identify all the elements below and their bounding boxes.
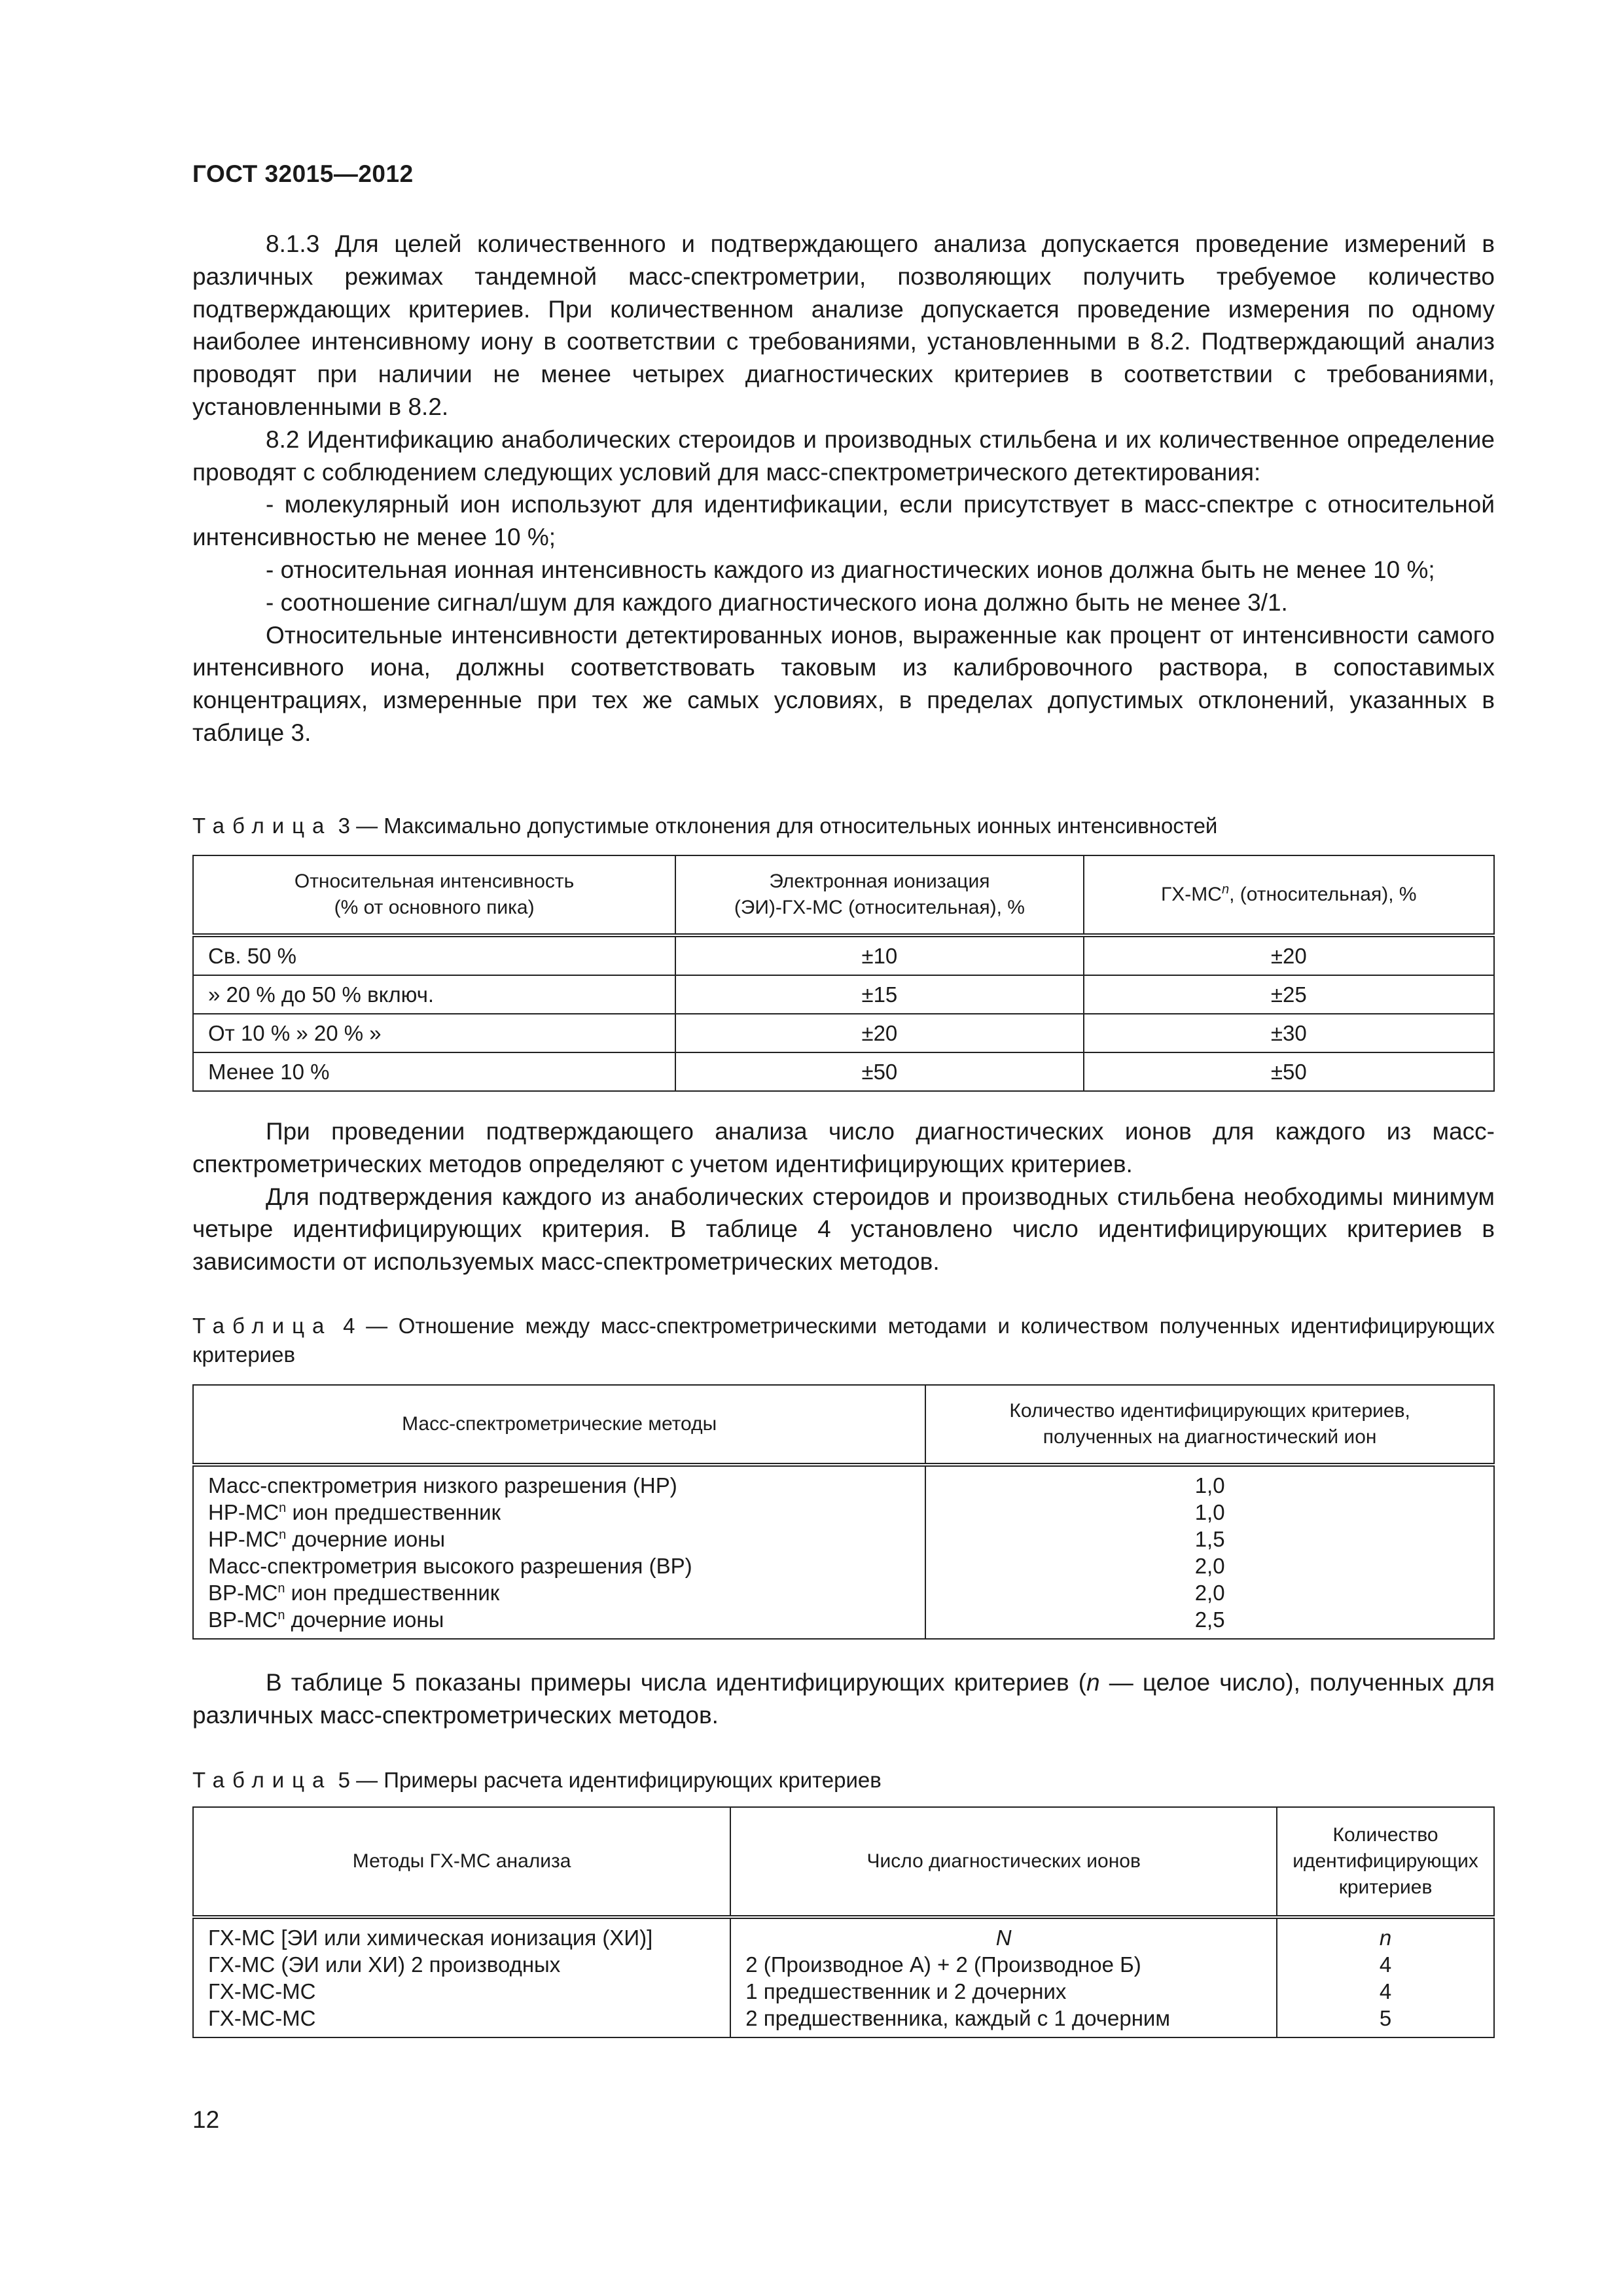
table-header-row bbox=[193, 1385, 1494, 1465]
document-page bbox=[192, 0, 1495, 2296]
table-title: 5 — Примеры расчета идентифицирующих критериев bbox=[338, 1768, 882, 1792]
table-cell: Масс-спектрометрия низкого разрешения (НР) $НР-МС^n$ ион предшественник $НР-МС^n$ дочерние ионы Масс-спектрометрия высокого разрешения (ВР) $ВР-МС^n$ ион предшественник $ВР-МС^n$ дочерние ионы bbox=[193, 1465, 925, 1639]
column-header: Число диагностических ионов bbox=[730, 1807, 1277, 1917]
table-cell: Св. 50 % bbox=[193, 935, 675, 975]
column-header: Масс-спектрометрические методы bbox=[193, 1385, 925, 1465]
table-label: Таблица bbox=[192, 814, 332, 838]
paragraph: - соотношение сигнал/шум для каждого диагностического иона должно быть не менее 3/1. bbox=[266, 588, 1288, 616]
paragraph: Для подтверждения каждого из анаболических стероидов и производных стильбена необходимы минимум четыре идентифицирующих критерия. В таблице 4 установлено число идентифицирующих критериев в зависимости от используемых масс-спектрометрических методов. bbox=[192, 1183, 1495, 1276]
table-header-row bbox=[193, 1807, 1494, 1917]
table-cell: ±10 bbox=[675, 935, 1083, 975]
table-row bbox=[193, 975, 1494, 1014]
table-cell: ±50 bbox=[675, 1052, 1083, 1091]
paragraph: При проведении подтверждающего анализа число диагностических ионов для каждого из масс-спектрометрических методов определяют с учетом идентифицирующих критериев. bbox=[192, 1118, 1495, 1177]
column-header: Количество идентифицирующих критериев, полученных на диагностический ион bbox=[925, 1385, 1494, 1465]
body-text-section-3 bbox=[192, 1666, 1495, 1732]
table-title: 4 — Отношение между масс-спектрометрическими методами и количеством полученных идентифицирующих критериев bbox=[192, 1314, 1495, 1367]
table-cell: » 20 % до 50 % включ. bbox=[193, 975, 675, 1014]
paragraph: - относительная ионная интенсивность каждого из диагностических ионов должна быть не менее 10 %; bbox=[266, 556, 1435, 583]
page-number: 12 bbox=[192, 2106, 220, 2133]
table-cell: ±20 bbox=[675, 1014, 1083, 1052]
table-3-caption bbox=[192, 812, 1495, 840]
table-row bbox=[193, 1465, 1494, 1639]
table-4-caption bbox=[192, 1312, 1495, 1369]
column-header: Электронная ионизация (ЭИ)-ГХ-МС (относительная), % bbox=[675, 855, 1083, 935]
table-cell: ±50 bbox=[1084, 1052, 1494, 1091]
table-5 bbox=[192, 1806, 1495, 2038]
column-header: Количество идентифицирующих критериев bbox=[1277, 1807, 1494, 1917]
table-cell: Менее 10 % bbox=[193, 1052, 675, 1091]
table-cell: ±20 bbox=[1084, 935, 1494, 975]
column-header: Методы ГХ-МС анализа bbox=[193, 1807, 730, 1917]
paragraph: - молекулярный ион используют для идентификации, если присутствует в масс-спектре с относительной интенсивностью не менее 10 %; bbox=[192, 491, 1495, 551]
table-row bbox=[193, 1052, 1494, 1091]
table-cell: 1,0 1,0 1,5 2,0 2,0 2,5 bbox=[925, 1465, 1494, 1639]
document-header: ГОСТ 32015—2012 bbox=[192, 160, 414, 187]
table-row bbox=[193, 1917, 1494, 2037]
table-title: 3 — Максимально допустимые отклонения для относительных ионных интенсивностей bbox=[338, 814, 1218, 838]
table-label: Таблица bbox=[192, 1314, 332, 1338]
table-cell: N 2 (Производное А) + 2 (Производное Б) 1 предшественник и 2 дочерних 2 предшественника, каждый с 1 дочерним bbox=[730, 1917, 1277, 2037]
table-row bbox=[193, 1014, 1494, 1052]
table-cell: ±30 bbox=[1084, 1014, 1494, 1052]
column-header: $ГХ-МС^n$, (относительная), % bbox=[1084, 855, 1494, 935]
table-4 bbox=[192, 1384, 1495, 1640]
paragraph: 8.1.3 Для целей количественного и подтверждающего анализа допускается проведение измерений в различных режимах тандемной масс-спектрометрии, позволяющих получить требуемое количество подтверждающих критериев. При количественном анализе допускается проведение измерения по одному наиболее интенсивному иону в соответствии с требованиями, установленными в 8.2. Подтверждающий анализ проводят при наличии не менее четырех диагностических критериев в соответствии с требованиями, установленными в 8.2. bbox=[192, 230, 1495, 420]
body-text-section-2 bbox=[192, 1115, 1495, 1278]
paragraph: Относительные интенсивности детектированных ионов, выраженные как процент от интенсивности самого интенсивного иона, должны соответствовать таковым из калибровочного раствора, в сопоставимых концентрациях, измеренные при тех же самых условиях, в пределах допустимых отклонений, указанных в таблице 3. bbox=[192, 621, 1495, 746]
table-row bbox=[193, 935, 1494, 975]
table-cell: ±25 bbox=[1084, 975, 1494, 1014]
table-3 bbox=[192, 855, 1495, 1092]
table-5-caption bbox=[192, 1766, 1495, 1795]
table-header-row bbox=[193, 855, 1494, 935]
table-cell: n 4 4 5 bbox=[1277, 1917, 1494, 2037]
table-label: Таблица bbox=[192, 1768, 332, 1792]
body-text-section-1 bbox=[192, 228, 1495, 749]
paragraph: В таблице 5 показаны примеры числа идентифицирующих критериев (n — целое число), полученных для различных масс-спектрометрических методов. bbox=[192, 1669, 1495, 1729]
table-cell: От 10 % » 20 % » bbox=[193, 1014, 675, 1052]
table-cell: ±15 bbox=[675, 975, 1083, 1014]
paragraph: 8.2 Идентификацию анаболических стероидов и производных стильбена и их количественное определение проводят с соблюдением следующих условий для масс-спектрометрического детектирования: bbox=[192, 425, 1495, 486]
column-header: Относительная интенсивность (% от основного пика) bbox=[193, 855, 675, 935]
table-cell: ГХ-МС [ЭИ или химическая ионизация (ХИ)] ГХ-МС (ЭИ или ХИ) 2 производных ГХ-МС-МС ГХ-МС-МС bbox=[193, 1917, 730, 2037]
